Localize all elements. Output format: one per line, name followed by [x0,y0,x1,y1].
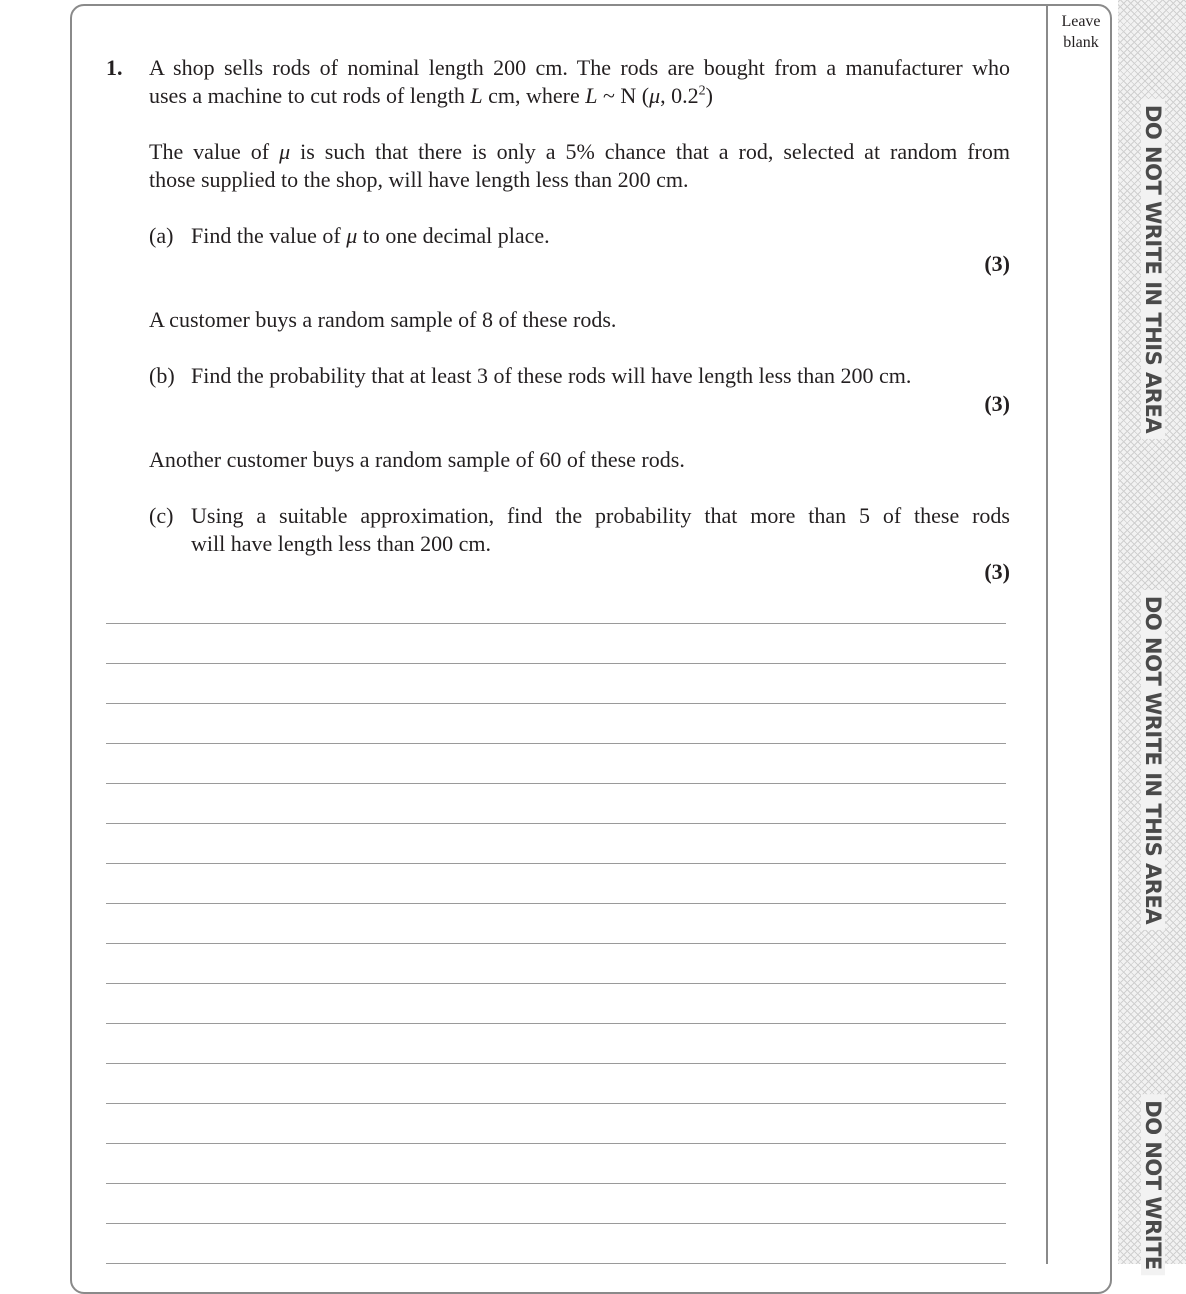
sample-60-text: Another customer buys a random sample of 60 of these rods. [149,447,685,472]
answer-line[interactable] [106,1223,1006,1224]
mu-symbol: μ [279,139,291,164]
part-b-label: (b) [149,363,175,388]
part-a-mu: μ [346,223,358,248]
do-not-write-warning-1: DO NOT WRITE IN THIS AREA [1141,99,1165,439]
answer-line[interactable] [106,823,1006,824]
intro-text-a: uses a machine to cut rods of length [149,83,471,108]
leave-blank-divider [1046,5,1048,1264]
do-not-write-warning-3: DO NOT WRITE [1141,1094,1165,1275]
part-b-text: Find the probability that at least 3 of these rods will have length less than 200 cm. [191,363,912,388]
answer-line[interactable] [106,903,1006,904]
question-frame [70,4,1112,1294]
answer-line[interactable] [106,863,1006,864]
question-number: 1. [106,55,123,80]
intro-var-l2: L [585,83,598,108]
answer-line[interactable] [106,623,1006,624]
intro-var-l: L [470,83,483,108]
sample-8-text: A customer buys a random sample of 8 of these rods. [149,307,617,332]
part-c-label: (c) [149,503,174,528]
answer-line[interactable] [106,703,1006,704]
part-a-text-b: to one decimal place. [357,223,550,248]
leave-blank-line1: Leave [1061,13,1101,30]
part-a-marks: (3) [984,251,1010,276]
part-c-line2: will have length less than 200 cm. [191,531,491,556]
question-intro-line1: A shop sells rods of nominal length 200 cm. The rods are bought from a manufacturer who [149,55,1010,80]
part-a-text-a: Find the value of [191,223,347,248]
answer-line[interactable] [106,1183,1006,1184]
answer-line[interactable] [106,1063,1006,1064]
intro-text-c: ~ N ( [597,83,650,108]
intro-mu: μ [649,83,661,108]
do-not-write-warning-2: DO NOT WRITE IN THIS AREA [1141,590,1165,930]
intro-text-e: ) [705,83,713,108]
answer-line[interactable] [106,1023,1006,1024]
part-c-marks: (3) [984,559,1010,584]
leave-blank-line2: blank [1063,34,1099,51]
part-a-text [191,222,550,250]
answer-line[interactable] [106,743,1006,744]
mu-text-b: is such that there is only a 5% chance that a rod, selected at random from [290,139,1010,164]
answer-line[interactable] [106,783,1006,784]
part-a-label: (a) [149,223,174,248]
answer-line[interactable] [106,983,1006,984]
part-b-marks: (3) [984,391,1010,416]
intro-exponent: 2 [698,83,706,99]
answer-line[interactable] [106,663,1006,664]
intro-text-b: cm, where [482,83,586,108]
part-c-line1: Using a suitable approximation, find the probability that more than 5 of these rods [191,503,1010,528]
mu-condition-line2: those supplied to the shop, will have length less than 200 cm. [149,167,689,192]
answer-line[interactable] [106,943,1006,944]
leave-blank-label [1050,11,1112,53]
answer-line[interactable] [106,1143,1006,1144]
answer-line[interactable] [106,1103,1006,1104]
question-intro-line2 [149,82,713,110]
mu-text-a: The value of [149,139,280,164]
mu-condition-line1 [149,138,1010,166]
intro-text-d: , 0.2 [660,83,699,108]
